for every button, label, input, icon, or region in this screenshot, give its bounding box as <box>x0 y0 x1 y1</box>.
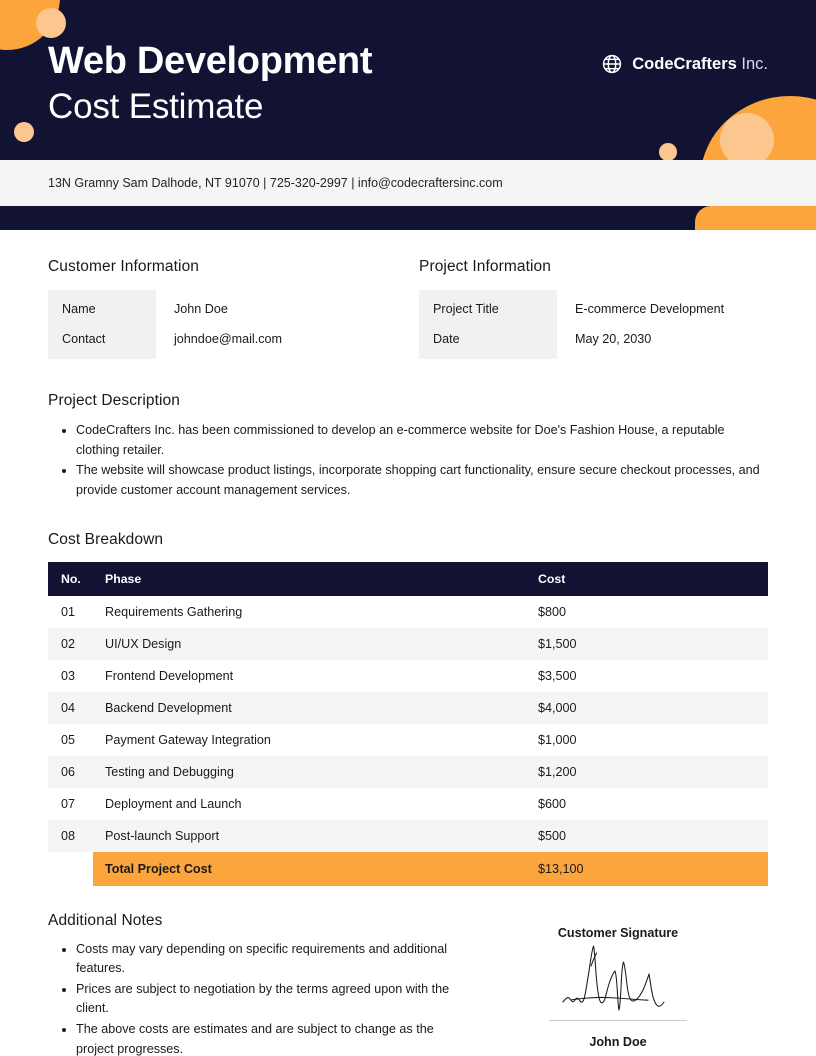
contact-bar <box>0 160 816 206</box>
row-cost: $1,200 <box>528 756 768 788</box>
notes-and-signature-section <box>48 912 768 1056</box>
row-cost: $1,500 <box>528 628 768 660</box>
signature-image <box>468 940 768 1014</box>
project-description-list <box>48 421 768 501</box>
navy-accent-strip <box>0 206 816 230</box>
additional-notes-list <box>48 940 468 1056</box>
page-subtitle: Cost Estimate <box>48 86 264 126</box>
additional-notes-block <box>48 912 468 1056</box>
row-phase: Testing and Debugging <box>93 756 528 788</box>
row-cost: $4,000 <box>528 692 768 724</box>
project-info-values <box>557 290 724 359</box>
customer-information-heading: Customer Information <box>48 258 200 275</box>
decorative-circle-right-dot <box>659 143 677 160</box>
customer-information-block <box>48 258 397 359</box>
list-item: • The above costs are estimates and are subject to change as the project progresses. <box>76 1020 468 1056</box>
row-phase: Payment Gateway Integration <box>93 724 528 756</box>
customer-name-value: John Doe <box>174 301 228 316</box>
row-no: 02 <box>48 628 93 660</box>
table-header-row <box>48 562 768 596</box>
table-row <box>48 820 768 852</box>
row-phase: Deployment and Launch <box>93 788 528 820</box>
row-cost: $1,000 <box>528 724 768 756</box>
total-label: Total Project Cost <box>93 852 528 886</box>
project-description-heading: Project Description <box>48 392 180 409</box>
document-header <box>0 0 816 160</box>
customer-name-label: Name <box>62 301 96 316</box>
customer-info-labels <box>48 290 156 359</box>
row-no: 07 <box>48 788 93 820</box>
customer-info-values <box>156 290 282 359</box>
total-value: $13,100 <box>528 852 768 886</box>
decorative-circle-top-left-small <box>36 8 66 38</box>
table-row <box>48 628 768 660</box>
customer-information-table <box>48 290 397 359</box>
row-cost: $3,500 <box>528 660 768 692</box>
row-cost: $800 <box>528 596 768 628</box>
cost-breakdown-table <box>48 562 768 886</box>
row-no: 06 <box>48 756 93 788</box>
information-section <box>48 258 768 359</box>
project-info-labels <box>419 290 557 359</box>
project-information-heading: Project Information <box>419 258 551 275</box>
total-row-spacer <box>48 852 93 886</box>
project-title-label: Project Title <box>433 301 499 316</box>
table-row <box>48 692 768 724</box>
table-row <box>48 724 768 756</box>
column-header-phase: Phase <box>93 562 528 596</box>
project-information-table <box>419 290 768 359</box>
company-logo <box>601 53 768 75</box>
list-item: • Prices are subject to negotiation by the terms agreed upon with the client. <box>76 980 468 1019</box>
row-phase: UI/UX Design <box>93 628 528 660</box>
row-no: 04 <box>48 692 93 724</box>
table-row <box>48 788 768 820</box>
row-no: 01 <box>48 596 93 628</box>
cost-table-head <box>48 562 768 596</box>
row-cost: $500 <box>528 820 768 852</box>
project-information-block <box>419 258 768 359</box>
additional-notes-heading: Additional Notes <box>48 911 163 929</box>
row-phase: Frontend Development <box>93 660 528 692</box>
row-no: 03 <box>48 660 93 692</box>
table-row <box>48 596 768 628</box>
column-header-no: No. <box>48 562 93 596</box>
project-title-value: E-commerce Development <box>575 301 725 316</box>
cost-table-body <box>48 596 768 886</box>
cost-breakdown-section <box>48 531 768 886</box>
signature-block <box>468 912 768 1056</box>
document-body <box>0 258 816 1056</box>
contact-details: 13N Gramny Sam Dalhode, NT 91070 | 725-320-2997 | info@codecraftersinc.com <box>48 176 503 190</box>
row-cost: $600 <box>528 788 768 820</box>
company-logo-text <box>632 55 768 74</box>
row-phase: Post-launch Support <box>93 820 528 852</box>
row-no: 08 <box>48 820 93 852</box>
signature-line <box>549 1020 687 1021</box>
cost-breakdown-heading: Cost Breakdown <box>48 530 164 548</box>
signature-name: John Doe <box>589 1034 647 1049</box>
customer-contact-label: Contact <box>62 331 106 346</box>
list-item: • CodeCrafters Inc. has been commissioned to develop an e-commerce website for Doe's Fashion House, a reputable clothing retailer. <box>76 421 768 460</box>
decorative-circle-left-dot <box>14 122 34 142</box>
project-date-value: May 20, 2030 <box>575 331 652 346</box>
project-description-section <box>48 392 768 501</box>
table-row <box>48 756 768 788</box>
company-logo-brand: CodeCrafters <box>632 54 737 73</box>
row-phase: Requirements Gathering <box>93 596 528 628</box>
header-title-group <box>48 40 372 128</box>
table-total-row <box>48 852 768 886</box>
globe-icon <box>601 53 623 75</box>
decorative-circle-right-pale <box>720 113 774 160</box>
customer-contact-value: johndoe@mail.com <box>174 331 282 346</box>
list-item: • Costs may vary depending on specific requirements and additional features. <box>76 940 468 979</box>
decorative-orange-block <box>695 206 816 230</box>
row-phase: Backend Development <box>93 692 528 724</box>
signature-title: Customer Signature <box>557 925 679 940</box>
table-row <box>48 660 768 692</box>
row-no: 05 <box>48 724 93 756</box>
project-date-label: Date <box>433 331 460 346</box>
page-title: Web Development <box>48 40 373 82</box>
company-logo-suffix: Inc. <box>741 54 768 73</box>
list-item: • The website will showcase product listings, incorporate shopping cart functionality, ensure secure checkout processes, and provide customer account management services. <box>76 461 768 500</box>
column-header-cost: Cost <box>528 562 768 596</box>
